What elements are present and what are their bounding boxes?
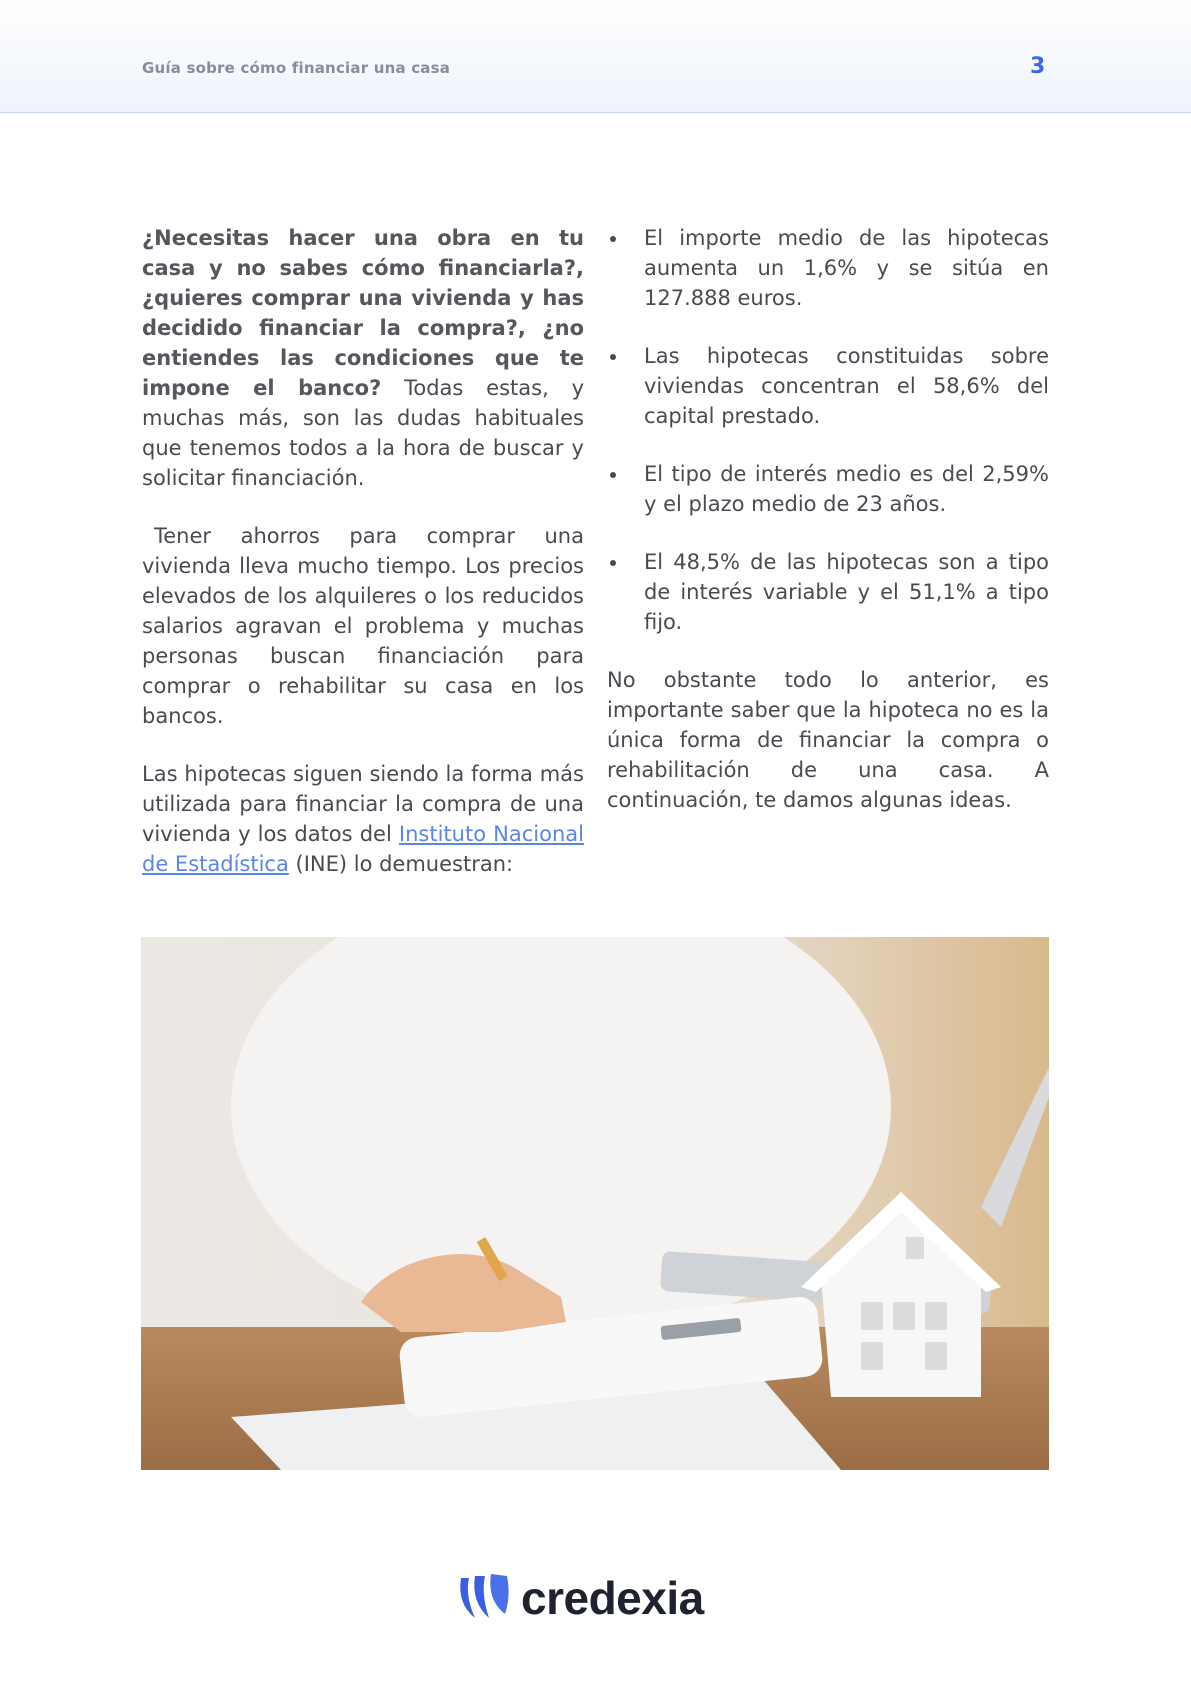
intro-rest-text: Todas estas, y muchas más, son las dudas habituales que tenemos todos a la hora de buscar y solicitar financiación. xyxy=(142,376,584,490)
list-item: Las hipotecas constituidas sobre viviendas concentran el 58,6% del capital prestado. xyxy=(607,341,1049,431)
mortgage-paragraph xyxy=(142,759,584,879)
left-column xyxy=(142,223,584,907)
page-number: 3 xyxy=(1030,54,1046,79)
calculator-house-photo xyxy=(141,937,1049,1470)
photo-illustration xyxy=(141,937,1049,1470)
intro-paragraph xyxy=(142,223,584,493)
statistics-list xyxy=(607,223,1049,637)
savings-paragraph: Tener ahorros para comprar una vivienda lleva mucho tiempo. Los precios elevados de los alquileres o los reducidos salarios agravan el problema y muchas personas buscan financiación para comprar o rehabilitar su casa en los bancos. xyxy=(142,524,584,728)
intro-bold-text: ¿Necesitas hacer una obra en tu casa y no sabes cómo financiarla?, ¿quieres comprar una vivienda y has decidido financiar la compra?, ¿no entiendes las condiciones que te impone el banco? xyxy=(142,226,584,400)
list-item: El tipo de interés medio es del 2,59% y el plazo medio de 23 años. xyxy=(607,459,1049,519)
header-title: Guía sobre cómo financiar una casa xyxy=(142,59,451,77)
list-item: El 48,5% de las hipotecas son a tipo de interés variable y el 51,1% a tipo fijo. xyxy=(607,547,1049,637)
right-column xyxy=(607,223,1049,843)
list-item: El importe medio de las hipotecas aumenta un 1,6% y se sitúa en 127.888 euros. xyxy=(607,223,1049,313)
logo-text: credexia xyxy=(521,1572,704,1624)
mortgage-text-end: (INE) lo demuestran: xyxy=(288,852,514,876)
credexia-logo xyxy=(455,1568,745,1628)
ine-link[interactable]: Instituto Nacional de Estadística xyxy=(142,822,584,876)
closing-paragraph: No obstante todo lo anterior, es importante saber que la hipoteca no es la única forma de financiar la compra o rehabilitación de una casa. A continuación, te damos algunas ideas. xyxy=(607,668,1049,812)
credexia-logo-icon xyxy=(455,1572,513,1624)
page-header xyxy=(0,0,1191,113)
mortgage-text-start: Las hipotecas siguen siendo la forma más utilizada para financiar la compra de una vivienda y los datos del xyxy=(142,762,584,846)
